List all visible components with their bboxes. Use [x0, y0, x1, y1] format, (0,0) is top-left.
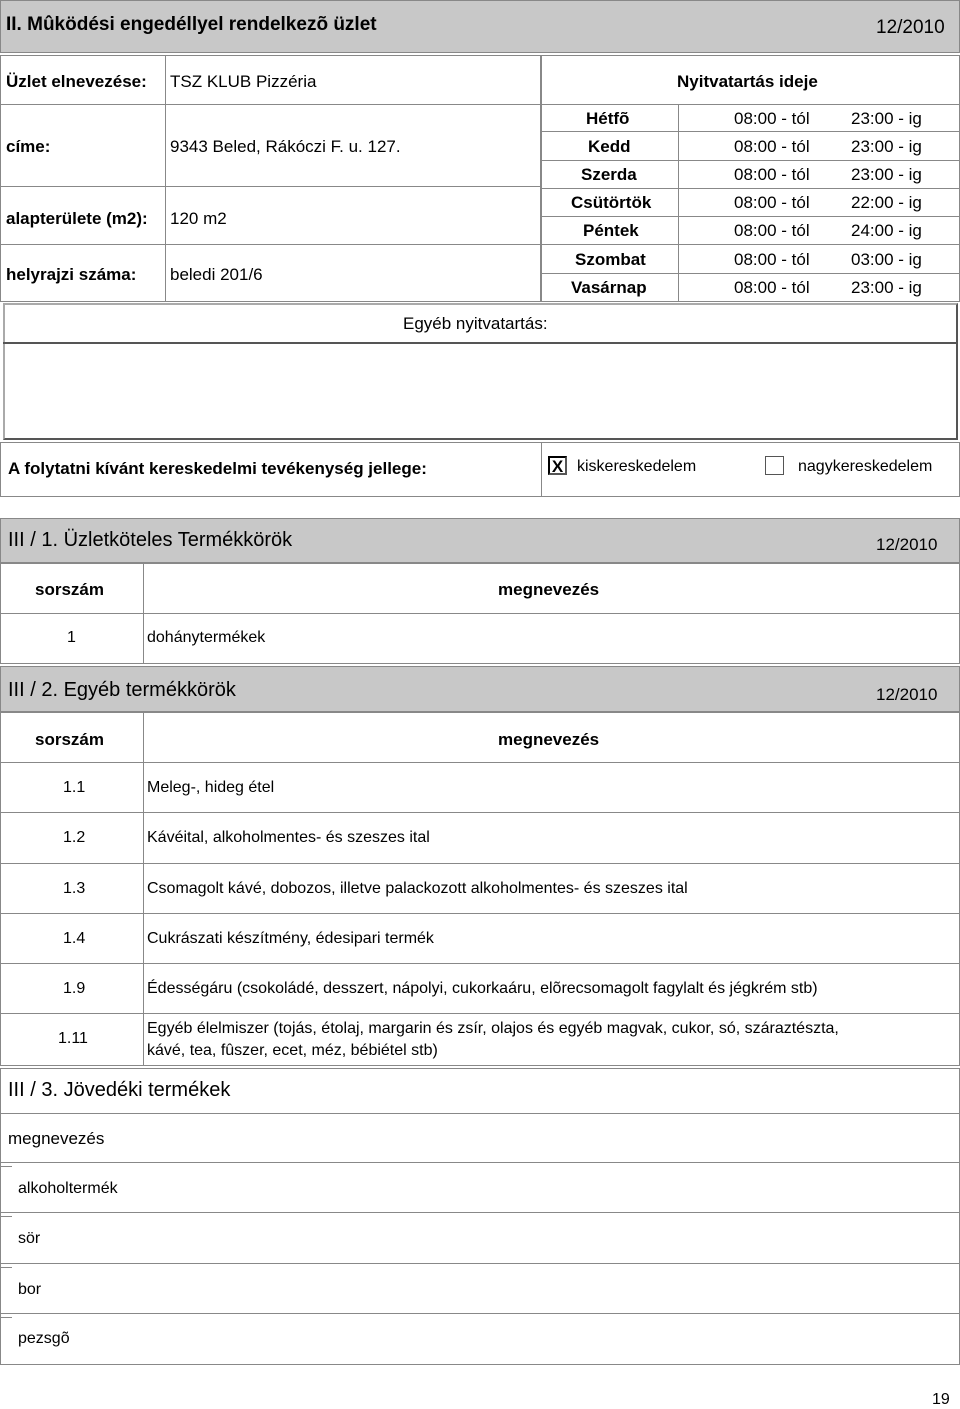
col-header-no: sorszám [35, 580, 104, 599]
area-value: 120 m2 [170, 209, 227, 228]
hours-day: Hétfõ [586, 109, 630, 128]
section3-3-title: III / 3. Jövedéki termékek [8, 1079, 231, 1101]
col-header-name: megnevezés [498, 580, 600, 599]
excise-item: pezsgõ [18, 1330, 70, 1347]
other-hours-label: Egyéb nyitvatartás: [403, 314, 548, 333]
row-no: 1 [67, 629, 76, 646]
section3-2-title: III / 2. Egyéb termékkörök [8, 679, 236, 701]
retail-checkbox[interactable]: X [548, 456, 567, 475]
other-hours-field [3, 342, 958, 440]
col-header-name: megnevezés [498, 730, 600, 749]
row-name: Cukrászati készítmény, édesipari termék [147, 930, 434, 947]
opening-hours-header: Nyitvatartás ideje [677, 72, 818, 91]
excise-item: bor [18, 1281, 42, 1298]
lot-value: beledi 201/6 [170, 265, 263, 284]
row-no: 1.1 [63, 779, 86, 796]
retail-label: kiskereskedelem [577, 458, 697, 475]
hours-to: 23:00 - ig [851, 165, 922, 184]
hours-to: 23:00 - ig [851, 109, 922, 128]
hours-from: 08:00 - tól [734, 221, 810, 240]
hours-to: 23:00 - ig [851, 137, 922, 156]
hours-to: 24:00 - ig [851, 221, 922, 240]
row-name-line1: Egyéb élelmiszer (tojás, étolaj, margarin és zsír, olajos és egyéb magvak, cukor, só, száraztészta, [147, 1020, 839, 1037]
row-name: Meleg-, hideg étel [147, 779, 275, 796]
wholesale-checkbox[interactable] [765, 456, 784, 475]
row-no: 1.3 [63, 880, 86, 897]
excise-item: sör [18, 1230, 41, 1247]
hours-day: Csütörtök [571, 193, 652, 212]
hours-day: Szerda [581, 165, 637, 184]
col-header-no: sorszám [35, 730, 104, 749]
excise-item: alkoholtermék [18, 1180, 118, 1197]
row-no: 1.2 [63, 829, 86, 846]
lot-label: helyrajzi száma: [6, 265, 137, 284]
section2-title: II. Mûködési engedéllyel rendelkezõ üzlet [6, 14, 377, 35]
hours-from: 08:00 - tól [734, 137, 810, 156]
hours-from: 08:00 - tól [734, 250, 810, 269]
row-no: 1.9 [63, 980, 86, 997]
hours-day: Kedd [588, 137, 631, 156]
hours-day: Péntek [583, 221, 639, 240]
address-label: címe: [6, 137, 51, 156]
hours-to: 23:00 - ig [851, 278, 922, 297]
section3-1-title: III / 1. Üzletköteles Termékkörök [8, 529, 293, 551]
row-no: 1.11 [58, 1030, 88, 1047]
section2-date: 12/2010 [876, 17, 945, 38]
hours-to: 03:00 - ig [851, 250, 922, 269]
hours-day: Vasárnap [571, 278, 647, 297]
hours-from: 08:00 - tól [734, 193, 810, 212]
hours-from: 08:00 - tól [734, 278, 810, 297]
shop-name-label: Üzlet elnevezése: [6, 72, 147, 91]
row-name: Kávéital, alkoholmentes- és szeszes ital [147, 829, 430, 846]
hours-to: 22:00 - ig [851, 193, 922, 212]
address-value: 9343 Beled, Rákóczi F. u. 127. [170, 137, 401, 156]
wholesale-label: nagykereskedelem [798, 458, 933, 475]
section3-2-date: 12/2010 [876, 685, 938, 704]
row-name: Csomagolt kávé, dobozos, illetve palackozott alkoholmentes- és szeszes ital [147, 880, 688, 897]
col-header-name: megnevezés [8, 1129, 105, 1148]
row-no: 1.4 [63, 930, 86, 947]
area-label: alapterülete (m2): [6, 209, 148, 228]
row-name: Édességáru (csokoládé, desszert, nápolyi, cukorkaáru, elõrecsomagolt fagylalt és jégkrém stb) [147, 980, 818, 997]
hours-day: Szombat [575, 250, 646, 269]
section3-1-date: 12/2010 [876, 535, 938, 554]
page-number: 19 [932, 1391, 950, 1408]
activity-label: A folytatni kívánt kereskedelmi tevékenység jellege: [8, 459, 427, 478]
row-name-line2: kávé, tea, fûszer, ecet, méz, bébiétel stb) [147, 1042, 438, 1059]
row-name: dohánytermékek [147, 629, 266, 646]
shop-name-value: TSZ KLUB Pizzéria [170, 72, 317, 91]
hours-from: 08:00 - tól [734, 109, 810, 128]
hours-from: 08:00 - tól [734, 165, 810, 184]
